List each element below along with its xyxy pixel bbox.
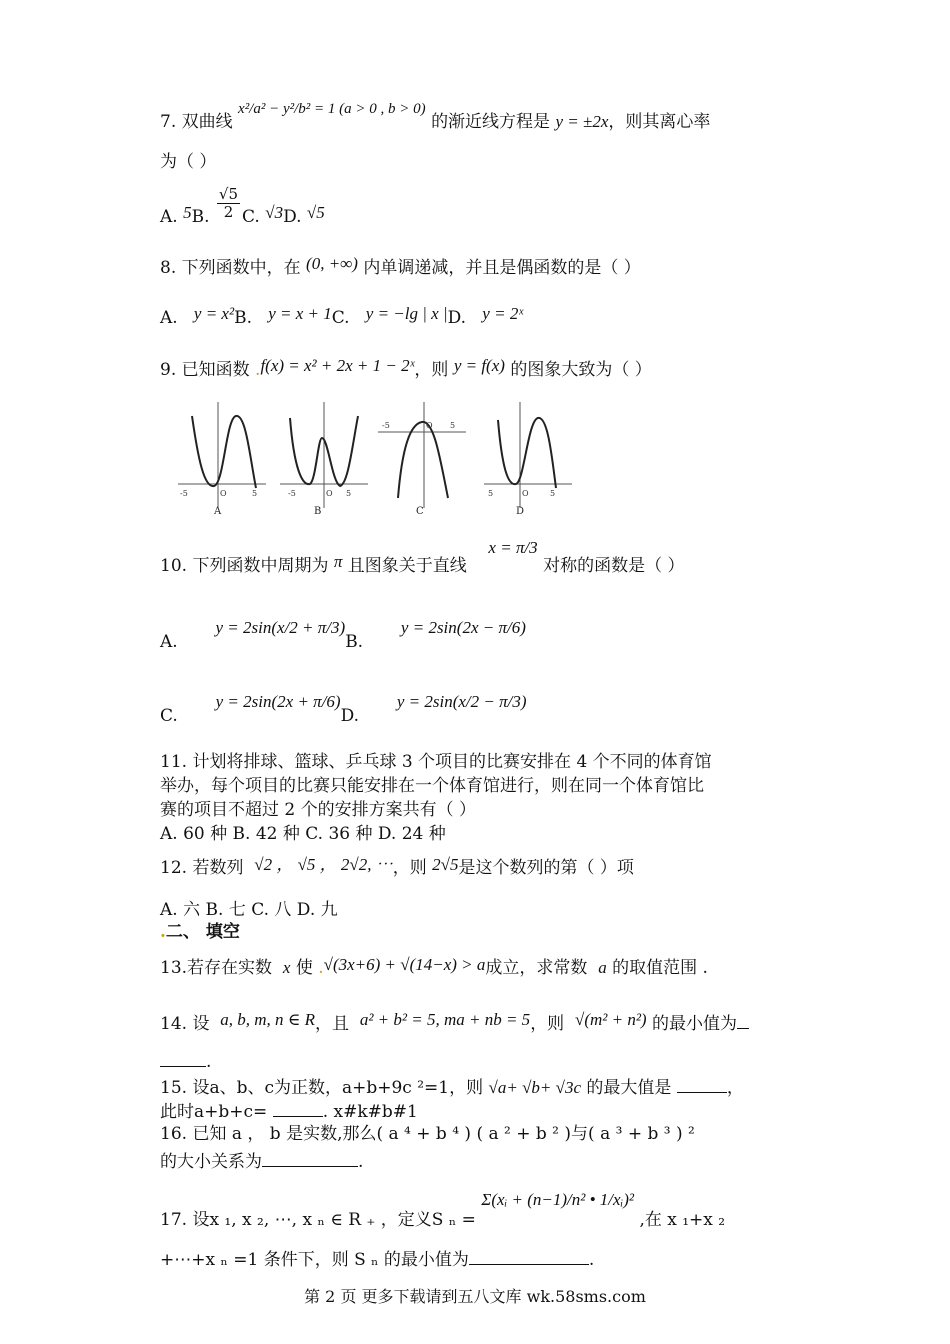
q9-lead: 9. 已知函数 xyxy=(160,360,250,380)
q16-line2-lead: 的大小关系为 xyxy=(160,1152,262,1172)
q10-line-eq: x = π/3 xyxy=(488,538,538,557)
q12-seq: √2 ， √5 ， 2√2, ⋯ xyxy=(254,855,393,874)
svg-text:-5: -5 xyxy=(382,421,390,430)
q13-x: x xyxy=(282,958,291,977)
q14-line1 xyxy=(160,1012,749,1034)
q13-ineq: √(3x+6) + √(14−x) > a xyxy=(323,955,486,974)
q16-line2-tail: . xyxy=(358,1152,364,1172)
q8-a-label: A. xyxy=(160,308,178,328)
q10-options-ab xyxy=(160,618,526,652)
q15-end: ， xyxy=(726,1078,744,1098)
q11-options: A. 60 种 B. 42 种 C. 36 种 D. 24 种 xyxy=(160,824,446,844)
q16-blank xyxy=(262,1150,358,1167)
q13-tail: 的取值范围 . xyxy=(612,958,708,978)
q12-line1 xyxy=(160,855,634,878)
q8-lead: 8. 下列函数中，在 xyxy=(160,258,301,278)
q7-formula: x²/a² − y²/b² = 1 (a > 0 , b > 0) xyxy=(238,101,426,117)
q7-opt-d-val: √5 xyxy=(306,203,325,222)
q13-line xyxy=(160,955,708,978)
q11-line1: 11. 计划将排球、篮球、乒乓球 3 个项目的比赛安排在 4 个不同的体育馆 xyxy=(160,752,712,772)
q9-graph-a xyxy=(178,398,268,518)
q8-b-label: B. xyxy=(234,308,252,328)
q17-blank xyxy=(469,1248,589,1265)
q9-graph-c-label: C xyxy=(416,506,424,517)
q9-func: f(x) = x² + 2x + 1 − 2ˣ xyxy=(260,356,415,375)
q7-asym: y = ±2x xyxy=(555,112,609,131)
q8-line1 xyxy=(160,254,641,278)
q9-graph-a-label: A xyxy=(214,506,222,517)
q13-a: a xyxy=(598,958,607,977)
q15-lead: 15. 设a、b、c为正数，a+b+9c ²=1，则 xyxy=(160,1078,484,1098)
q17-line2-lead: +⋯+x ₙ =1 条件下，则 S ₙ 的最小值为 xyxy=(160,1250,469,1270)
svg-text:-5: -5 xyxy=(288,489,296,498)
q14-expr: √(m² + n²) xyxy=(575,1010,647,1029)
q8-options xyxy=(160,304,524,328)
q7-options xyxy=(160,185,325,235)
q14-mid2: ，则 xyxy=(530,1014,565,1034)
q7-tail: ，则其离心率 xyxy=(608,112,711,132)
q12-options: A. 六 B. 七 C. 八 D. 九 xyxy=(160,900,338,920)
q7-lead: 7. 双曲线 xyxy=(160,112,233,132)
q14-lead: 14. 设 xyxy=(160,1014,210,1034)
q10-d-label: D. xyxy=(340,706,360,726)
q16-line2 xyxy=(160,1150,363,1172)
q17-sum: Σ(xᵢ + (n−1)/n² • 1/xᵢ)² xyxy=(481,1190,635,1209)
q9-graph-d-label: D xyxy=(516,506,525,517)
q10-a-val: y = 2sin(x/2 + π/3) xyxy=(215,618,346,637)
q14-mid: ，且 xyxy=(315,1014,350,1034)
q17-line1 xyxy=(160,1190,726,1230)
q12-term: 2√5 xyxy=(432,855,459,874)
q10-a-label: A. xyxy=(160,632,178,652)
q7-opt-d: D. xyxy=(283,207,302,227)
q14-set: a, b, m, n ∈ R xyxy=(220,1010,316,1029)
q9-graph-b xyxy=(280,398,370,518)
q16-line1: 16. 已知 a ， b 是实数,那么( a ⁴ + b ⁴ ) ( a ² + b ² )与( a ³ + b ³ ) ² xyxy=(160,1124,695,1144)
q7-opt-a: A. xyxy=(160,207,178,227)
q14-blank-b xyxy=(160,1050,206,1067)
q7-line1 xyxy=(160,101,711,133)
q13-mid: 使 xyxy=(295,958,313,978)
q9-tail: 的图象大致为（ ） xyxy=(510,360,652,380)
q7-opt-c: C. xyxy=(242,207,260,227)
section-2-mark: . xyxy=(160,922,166,942)
q17-line2 xyxy=(160,1248,594,1270)
q8-c-val: y = −lg | x | xyxy=(365,304,448,323)
q8-a-val: y = x² xyxy=(193,304,235,323)
q7-opt-a-val: 5 xyxy=(183,203,192,222)
q10-line1 xyxy=(160,538,685,576)
q11-line3: 赛的项目不超过 2 个的安排方案共有（ ） xyxy=(160,800,477,820)
q15-line1 xyxy=(160,1076,744,1098)
q10-mid: 且图象关于直线 xyxy=(347,556,467,576)
q8-tail: 内单调递减，并且是偶函数的是（ ） xyxy=(363,258,641,278)
q9-graph-c xyxy=(378,398,468,518)
q10-c-val: y = 2sin(2x + π/6) xyxy=(215,692,341,711)
q12-tail: 是这个数列的第（ ）项 xyxy=(458,858,634,878)
q15-expr: √a+ √b+ √3c xyxy=(488,1078,581,1097)
q7-opt-c-val: √3 xyxy=(265,203,284,222)
q9-graph-b-label: B xyxy=(314,506,322,517)
q15-line2-lead: 此时a+b+c= xyxy=(160,1102,268,1122)
svg-text:-5: -5 xyxy=(180,489,188,498)
q15-tail: 的最大值是 xyxy=(586,1078,672,1098)
q7-mid: 的渐近线方程是 xyxy=(431,112,551,132)
section-2-text: 二、 填空 xyxy=(165,922,240,942)
q8-b-val: y = x + 1 xyxy=(268,304,332,323)
q17-tail: ,在 x ₁+x ₂ xyxy=(639,1210,726,1230)
q17-line2-tail: . xyxy=(588,1250,595,1270)
q7-opt-b: B. xyxy=(191,207,210,227)
q10-options-cd xyxy=(160,692,527,726)
q7-opt-b-frac xyxy=(217,186,240,221)
q9-graph-d xyxy=(484,398,574,518)
svg-text:O: O xyxy=(426,421,433,430)
q10-b-label: B. xyxy=(345,632,364,652)
page-footer: 第 2 页 更多下载请到五八文库 wk.58sms.com xyxy=(304,1287,646,1306)
q13-mark: . xyxy=(318,958,324,978)
q10-pi: π xyxy=(333,552,343,571)
section-2-title xyxy=(160,922,240,942)
q15-blank-max xyxy=(677,1076,727,1093)
svg-text:O: O xyxy=(326,489,333,498)
q7-opt-b-den: 2 xyxy=(223,203,234,221)
q14-cond: a² + b² = 5, ma + nb = 5 xyxy=(359,1010,531,1029)
q10-b-val: y = 2sin(2x − π/6) xyxy=(400,618,526,637)
q8-c-label: C. xyxy=(331,308,350,328)
q12-lead: 12. 若数列 xyxy=(160,858,244,878)
q8-interval: (0, +∞) xyxy=(306,254,358,273)
q7-opt-b-num: √5 xyxy=(218,185,239,203)
q14-line2-text: . xyxy=(206,1052,212,1072)
svg-text:5: 5 xyxy=(488,489,494,498)
q14-blank-a xyxy=(737,1012,749,1029)
q15-line2-tail: . x#k#b#1 xyxy=(322,1102,418,1122)
q13-mid2: 成立，求常数 xyxy=(485,958,588,978)
q9-yfx: y = f(x) xyxy=(453,356,505,375)
svg-text:O: O xyxy=(522,489,529,498)
q8-d-val: y = 2ˣ xyxy=(482,304,524,323)
q8-d-label: D. xyxy=(447,308,467,328)
q10-d-val: y = 2sin(x/2 − π/3) xyxy=(396,692,527,711)
q11-line2: 举办，每个项目的比赛只能安排在一个体育馆进行，则在同一个体育馆比 xyxy=(160,776,704,796)
q10-c-label: C. xyxy=(160,706,178,726)
q9-mark: . xyxy=(255,360,261,380)
q10-lead: 10. 下列函数中周期为 xyxy=(160,556,329,576)
q9-mid: ，则 xyxy=(414,360,449,380)
svg-text:5: 5 xyxy=(252,489,258,498)
svg-text:5: 5 xyxy=(450,421,456,430)
q12-mid: ，则 xyxy=(392,858,427,878)
q15-line2 xyxy=(160,1100,418,1122)
svg-text:O: O xyxy=(220,489,227,498)
q14-line2 xyxy=(160,1050,211,1072)
q7-line2: 为（ ） xyxy=(160,152,217,172)
svg-text:5: 5 xyxy=(346,489,352,498)
q13-lead: 13.若存在实数 xyxy=(160,958,273,978)
q14-tail: 的最小值为 xyxy=(652,1014,738,1034)
svg-text:5: 5 xyxy=(550,489,556,498)
q15-blank-sum xyxy=(273,1100,323,1117)
q10-tail: 对称的函数是（ ） xyxy=(543,556,685,576)
q17-lead: 17. 设x ₁, x ₂, ⋯, x ₙ ∈ R ₊ ，定义S ₙ = xyxy=(160,1210,476,1230)
q9-line1 xyxy=(160,356,652,380)
